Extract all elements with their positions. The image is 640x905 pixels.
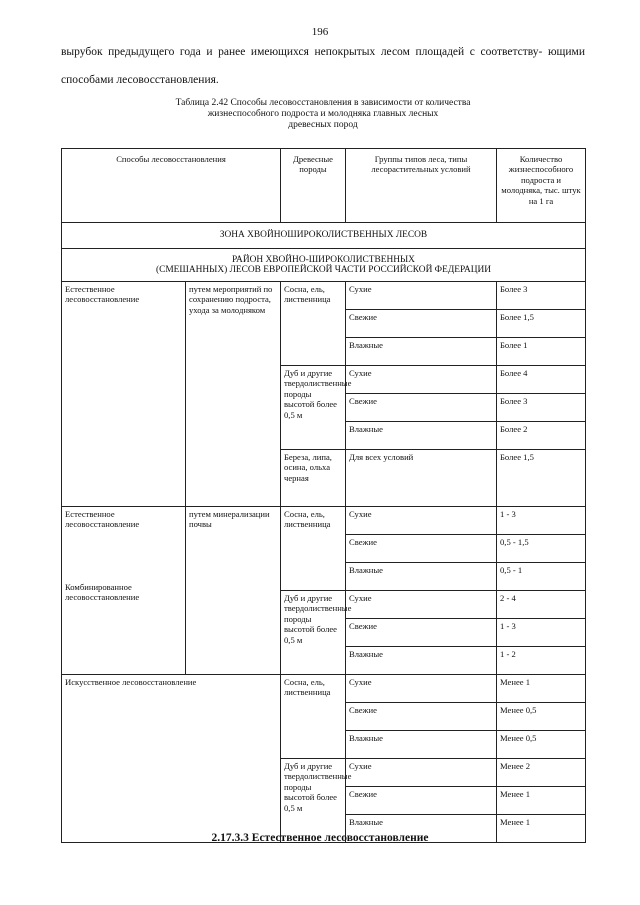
zone-row [62, 223, 586, 249]
species-hardwood: Дуб и другие твердолиственные породы высотой более 0,5 м [281, 591, 346, 675]
condition-cell: Сухие [346, 507, 497, 535]
condition-cell: Сухие [346, 675, 497, 703]
method-way-preservation: путем мероприятий по сохранению подроста, ухода за молодняком [186, 282, 281, 507]
condition-cell: Свежие [346, 535, 497, 563]
value-cell: Более 1,5 [497, 450, 586, 507]
value-cell: Менее 0,5 [497, 731, 586, 759]
method-natural-combined [62, 507, 186, 675]
caption-line-3: древесных пород [288, 120, 358, 130]
condition-cell: Сухие [346, 759, 497, 787]
condition-cell: Сухие [346, 591, 497, 619]
method-way-mineralization: путем минерализации почвы [186, 507, 281, 675]
caption-line-2: жизнеспособного подроста и молодняка главных лесных [207, 109, 439, 119]
method-combined: Комбинированное лесовосстановление [65, 581, 140, 603]
value-cell: 1 - 3 [497, 619, 586, 647]
intro-paragraph: вырубок предыдущего года и ранее имеющихся непокрытых лесом площадей с соответству- ющими способами лесовосстановления. [61, 46, 585, 86]
header-groups: Группы типов леса, типы лесорастительных условий [346, 149, 497, 223]
value-cell: Более 1 [497, 338, 586, 366]
caption-line-1: Таблица 2.42 Способы лесовосстановления в зависимости от количества [175, 98, 471, 108]
condition-cell: Свежие [346, 787, 497, 815]
value-cell: Менее 0,5 [497, 703, 586, 731]
table-row [62, 675, 586, 703]
species-conifer: Сосна, ель, лиственница [281, 507, 346, 591]
condition-cell: Влажные [346, 563, 497, 591]
condition-cell: Сухие [346, 366, 497, 394]
header-method: Способы лесовосстановления [62, 149, 281, 223]
table-caption [61, 98, 585, 131]
value-cell: Более 3 [497, 282, 586, 310]
condition-cell: Свежие [346, 310, 497, 338]
species-hardwood: Дуб и другие твердолиственные породы высотой более 0,5 м [281, 759, 346, 843]
condition-cell: Влажные [346, 422, 497, 450]
value-cell: Менее 2 [497, 759, 586, 787]
value-cell: 0,5 - 1 [497, 563, 586, 591]
condition-cell: Свежие [346, 394, 497, 422]
table-header-row [62, 149, 586, 223]
table-row [62, 507, 586, 535]
condition-cell: Влажные [346, 731, 497, 759]
region-row [62, 249, 586, 282]
method-natural-1: Естественное лесовосстановление [62, 282, 186, 507]
value-cell: Более 1,5 [497, 310, 586, 338]
value-cell: Более 2 [497, 422, 586, 450]
header-species: Древесные породы [281, 149, 346, 223]
value-cell: 1 - 3 [497, 507, 586, 535]
value-cell: Менее 1 [497, 675, 586, 703]
region-line-1: РАЙОН ХВОЙНО-ШИРОКОЛИСТВЕННЫХ [232, 254, 415, 265]
value-cell: Более 3 [497, 394, 586, 422]
value-cell: 2 - 4 [497, 591, 586, 619]
value-cell: 1 - 2 [497, 647, 586, 675]
zone-title: ЗОНА ХВОЙНОШИРОКОЛИСТВЕННЫХ ЛЕСОВ [62, 223, 586, 249]
species-conifer: Сосна, ель, лиственница [281, 675, 346, 759]
region-title [62, 249, 586, 282]
species-hardwood: Дуб и другие твердолиственные породы высотой более 0,5 м [281, 366, 346, 450]
condition-cell: Свежие [346, 619, 497, 647]
value-cell: Более 4 [497, 366, 586, 394]
value-cell: 0,5 - 1,5 [497, 535, 586, 563]
section-heading: 2.17.3.3 Естественное лесовосстановление [211, 832, 429, 844]
value-cell: Менее 1 [497, 787, 586, 815]
table-row [62, 282, 586, 310]
species-softwood: Береза, липа, осина, ольха черная [281, 450, 346, 507]
reforestation-table [61, 148, 586, 843]
condition-cell: Влажные [346, 815, 497, 843]
value-cell: Менее 1 [497, 815, 586, 843]
header-count: Количество жизнеспособного подроста и молодняка, тыс. штук на 1 га [497, 149, 586, 223]
condition-cell: Влажные [346, 647, 497, 675]
method-artificial: Искусственное лесовосстановление [62, 675, 281, 843]
species-conifer: Сосна, ель, лиственница [281, 282, 346, 366]
method-natural-2: Естественное лесовосстановление [65, 509, 140, 530]
page-number: 196 [311, 26, 329, 38]
condition-cell: Влажные [346, 338, 497, 366]
condition-cell: Сухие [346, 282, 497, 310]
condition-cell: Для всех условий [346, 450, 497, 507]
region-line-2: (СМЕШАННЫХ) ЛЕСОВ ЕВРОПЕЙСКОЙ ЧАСТИ РОССИЙСКОЙ ФЕДЕРАЦИИ [155, 265, 492, 275]
condition-cell: Свежие [346, 703, 497, 731]
